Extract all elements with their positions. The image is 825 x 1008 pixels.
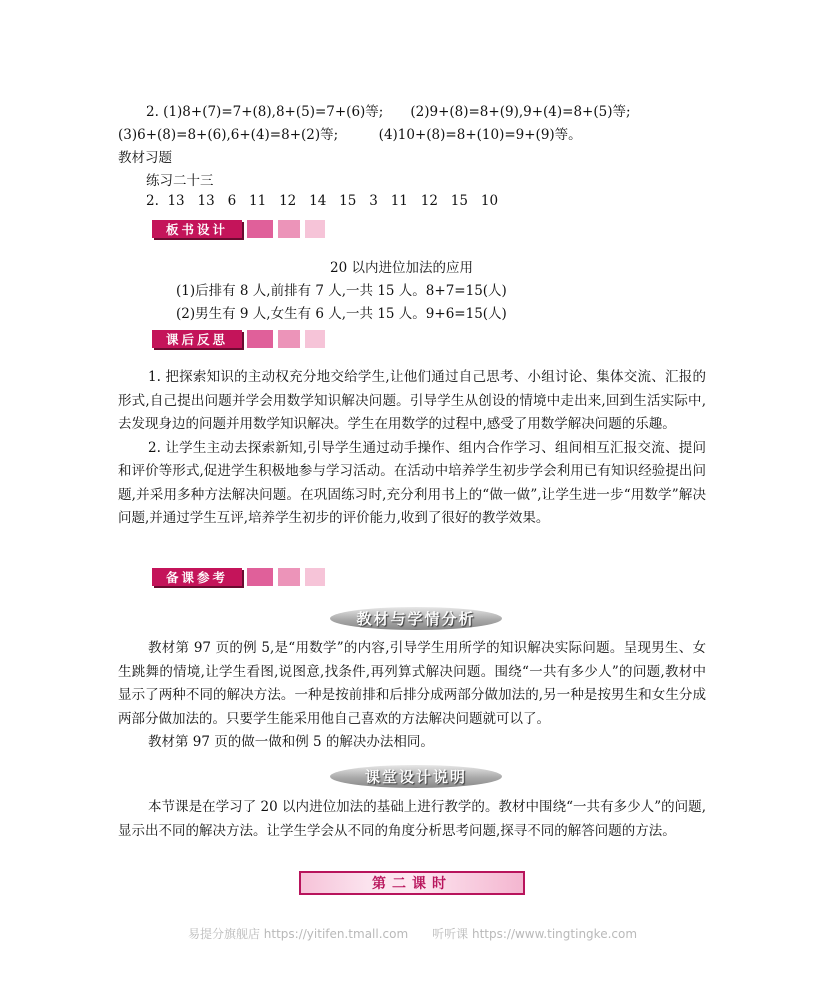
board-design-label: 板书设计 [152, 220, 242, 238]
decor-square [278, 220, 300, 238]
analysis-paragraph-2: 教材第 97 页的做一做和例 5 的解决办法相同。 [148, 734, 434, 750]
decor-square [278, 568, 300, 586]
answer-line-2: (3)6+(8)=8+(6),6+(4)=8+(2)等; (4)10+(8)=8+(10)=9+(9)等。 [118, 127, 582, 143]
section-heading-exercises: 教材习题 [118, 150, 172, 166]
reference-header [152, 568, 325, 586]
board-title: 20 以内进位加法的应用 [330, 260, 473, 276]
analysis-paragraph-1: 教材第 97 页的例 5,是“用数学”的内容,引导学生用所学的知识解决实际问题。呈现男生、女生跳舞的情境,让学生看图,说图意,找条件,再列算式解决问题。围绕“一共有多少人”的问题,教材中显示了两种不同的解决方法。一种是按前排和后排分成两部分做加法的,另一种是按男生和女生分成两部分做加法的。只要学生能采用他自己喜欢的方法解决问题就可以了。 [118, 640, 706, 727]
analysis-body [118, 637, 706, 755]
decor-square [247, 220, 273, 238]
decor-square [305, 568, 325, 586]
answer-line-1: 2. (1)8+(7)=7+(8),8+(5)=7+(6)等; (2)9+(8)=8+(9),9+(4)=8+(5)等; [146, 104, 631, 120]
reference-label: 备课参考 [152, 568, 242, 586]
reflection-header [152, 330, 325, 348]
reflection-body [118, 366, 706, 531]
design-paragraph-1: 本节课是在学习了 20 以内进位加法的基础上进行教学的。教材中围绕“一共有多少人”的问题,显示出不同的解决方法。让学生学会从不同的角度分析思考问题,探寻不同的解答问题的方法。 [118, 799, 706, 839]
design-body [118, 796, 706, 843]
board-design-header [152, 220, 325, 238]
exercise-title: 练习二十三 [146, 173, 214, 189]
board-line-1: (1)后排有 8 人,前排有 7 人,一共 15 人。8+7=15(人) [176, 283, 507, 299]
exercise-answers: 2. 13 13 6 11 12 14 15 3 11 12 15 10 [146, 193, 499, 209]
lesson-label-banner: 第二课时 [299, 871, 525, 895]
decor-square [305, 220, 325, 238]
reflection-paragraph-2: 2. 让学生主动去探索新知,引导学生通过动手操作、组内合作学习、组间相互汇报交流、提问和评价等形式,促进学生积极地参与学习活动。在活动中培养学生初步学会利用已有知识经验提出问题,并采用多种方法解决问题。在巩固练习时,充分利用书上的“做一做”,让学生进一步“用数学”解决问题,并通过学生互评,培养学生初步的评价能力,收到了很好的教学效果。 [118, 439, 706, 526]
design-title-banner: 课堂设计说明 [330, 765, 502, 788]
analysis-title-banner: 教材与学情分析 [330, 607, 502, 630]
reflection-label: 课后反思 [152, 330, 242, 348]
decor-square [278, 330, 300, 348]
board-line-2: (2)男生有 9 人,女生有 6 人,一共 15 人。9+6=15(人) [176, 306, 507, 322]
footer-watermark: 易提分旗舰店 https://yitifen.tmall.com 听听课 https://www.tingtingke.com [187, 927, 638, 941]
reflection-paragraph-1: 1. 把探索知识的主动权充分地交给学生,让他们通过自己思考、小组讨论、集体交流、汇报的形式,自己提出问题并学会用数学知识解决问题。引导学生从创设的情境中走出来,回到生活实际中,去发现身边的问题并用数学知识解决。学生在用数学的过程中,感受了用数学解决问题的乐趣。 [118, 369, 706, 432]
decor-square [305, 330, 325, 348]
decor-square [247, 330, 273, 348]
decor-square [247, 568, 273, 586]
